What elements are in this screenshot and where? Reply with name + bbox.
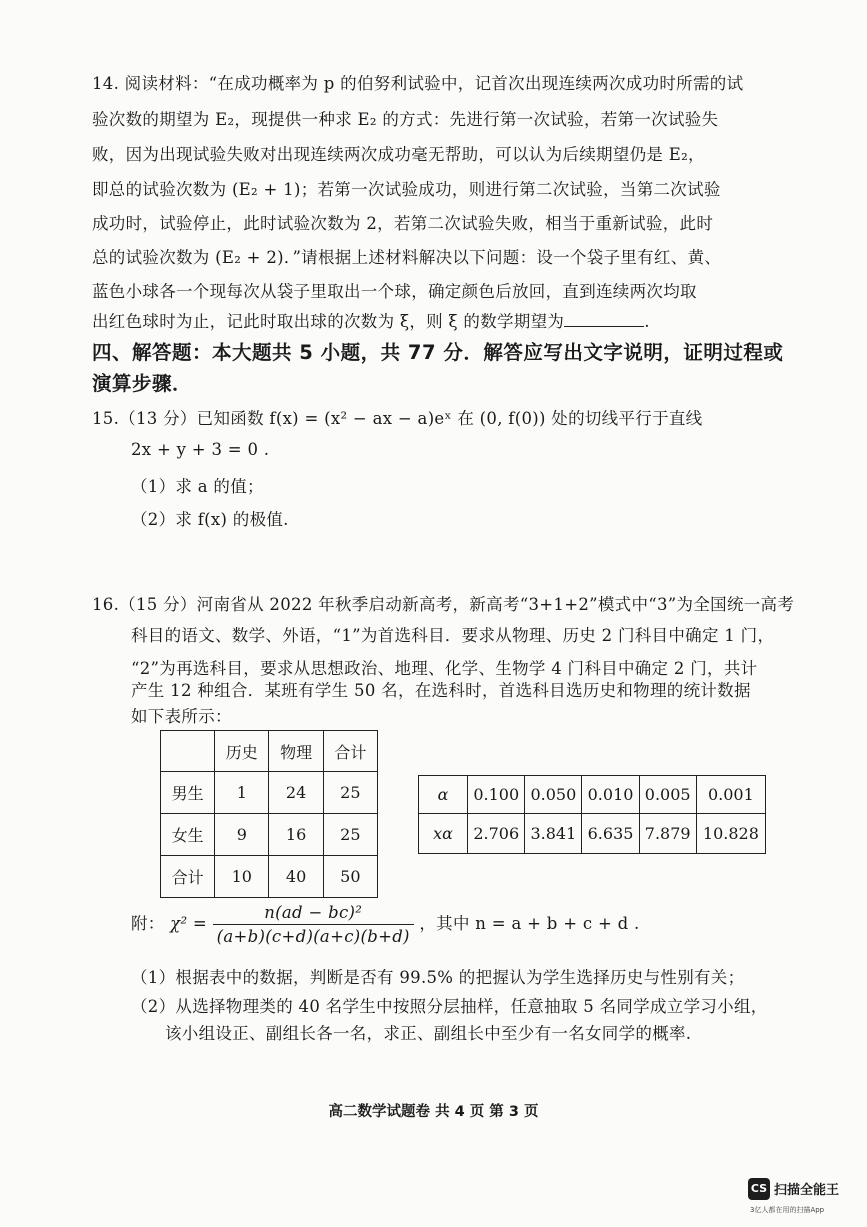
table-cell: 7.879 <box>639 814 696 854</box>
q14-line-3: 败，因为出现试验失败对出现连续两次成功毫无帮助，可以认为后续期望仍是 E₂， <box>92 145 705 164</box>
table-row <box>419 776 766 814</box>
table-cell: 1 <box>215 772 269 814</box>
section-heading-line-2: 演算步骤． <box>92 372 193 395</box>
q16-part-2-line-2: 该小组设正、副组长各一名，求正、副组长中至少有一名女同学的概率. <box>165 1024 692 1043</box>
table-row <box>161 814 378 856</box>
table-header-history: 历史 <box>215 731 269 772</box>
q14-line-4: 即总的试验次数为 (E₂ + 1)；若第一次试验成功，则进行第二次试验，当第二次试验 <box>92 180 721 199</box>
q14-line-1: 14. 阅读材料：“在成功概率为 p 的伯努利试验中，记首次出现连续两次成功时所需的试 <box>92 74 744 93</box>
table-cell: 0.001 <box>696 776 765 814</box>
table-row <box>161 772 378 814</box>
q14-line-8 <box>92 308 650 332</box>
page-footer: 高二数学试题卷 共 4 页 第 3 页 <box>328 1104 539 1120</box>
q15-line-1: 15.（13 分）已知函数 f(x) = (x² − ax − a)eˣ 在 (0, f(0)) 处的切线平行于直线 <box>92 409 703 428</box>
table-header-physics: 物理 <box>269 731 323 772</box>
table-cell: xα <box>419 814 468 854</box>
formula-denominator: (a+b)(c+d)(a+c)(b+d) <box>216 927 410 946</box>
q14-line-2: 验次数的期望为 E₂，现提供一种求 E₂ 的方式：先进行第一次试验，若第一次试验失 <box>92 110 719 129</box>
table-cell: 16 <box>269 814 323 856</box>
table-cell: 男生 <box>161 772 215 814</box>
table-header-total: 合计 <box>323 731 377 772</box>
q16-line-2: 科目的语文、数学、外语，“1”为首选科目．要求从物理、历史 2 门科目中确定 1 门， <box>131 626 775 645</box>
table-cell: 6.635 <box>582 814 639 854</box>
table-cell: 40 <box>269 856 323 898</box>
critical-value-table <box>418 775 766 854</box>
table-cell <box>161 731 215 772</box>
q16-line-1: 16.（15 分）河南省从 2022 年秋季启动新高考，新高考“3+1+2”模式中“3”为全国统一高考 <box>92 595 795 614</box>
table-cell: 女生 <box>161 814 215 856</box>
table-cell: 3.841 <box>525 814 582 854</box>
table-cell: 24 <box>269 772 323 814</box>
contingency-table <box>160 730 378 898</box>
table-cell: 10 <box>215 856 269 898</box>
q16-line-3: “2”为再选科目，要求从思想政治、地理、化学、生物学 4 门科目中确定 2 门，共计 <box>131 659 758 678</box>
table-row <box>161 856 378 898</box>
formula-fraction <box>213 903 414 946</box>
q16-line-4: 产生 12 种组合．某班有学生 50 名，在选科时，首选科目选历史和物理的统计数据 <box>131 681 751 700</box>
table-cell: 10.828 <box>696 814 765 854</box>
table-header-row <box>161 731 378 772</box>
table-row <box>419 814 766 854</box>
q16-line-5: 如下表所示： <box>131 707 232 726</box>
table-cell: 0.050 <box>525 776 582 814</box>
q14-line-7: 蓝色小球各一个现每次从袋子里取出一个球，确定颜色后放回，直到连续两次均取 <box>92 282 697 301</box>
formula-prefix: 附： <box>131 914 165 933</box>
section-heading-line-1: 四、解答题：本大题共 5 小题，共 77 分．解答应写出文字说明，证明过程或 <box>92 341 784 364</box>
q15-part-1: （1）求 a 的值； <box>131 477 264 496</box>
formula-numerator: n(ad − bc)² <box>213 903 414 925</box>
q14-line-6: 总的试验次数为 (E₂ + 2)．”请根据上述材料解决以下问题：设一个袋子里有红、黄、 <box>92 248 722 267</box>
q16-part-1: （1）根据表中的数据，判断是否有 99.5% 的把握认为学生选择历史与性别有关； <box>131 968 745 987</box>
formula-suffix: ，其中 n = a + b + c + d . <box>419 914 640 933</box>
scanner-app-icon: CS <box>748 1178 770 1200</box>
scanner-app-name: 扫描全能王 <box>774 1183 840 1198</box>
q14-line-8-text: 出红色球时为止，记此时取出球的次数为 ξ，则 ξ 的数学期望为 <box>92 312 565 331</box>
table-cell: 50 <box>323 856 377 898</box>
chi-square-formula <box>131 903 640 946</box>
table-cell: 0.005 <box>639 776 696 814</box>
q15-line-2: 2x + y + 3 = 0 . <box>131 440 270 459</box>
table-cell: 合计 <box>161 856 215 898</box>
q16-part-2-line-1: （2）从选择物理类的 40 名学生中按照分层抽样，任意抽取 5 名同学成立学习小组， <box>131 997 768 1016</box>
table-cell: 2.706 <box>468 814 525 854</box>
table-cell: 25 <box>323 814 377 856</box>
table-cell: 0.010 <box>582 776 639 814</box>
q15-part-2: （2）求 f(x) 的极值. <box>131 510 289 529</box>
scanner-app-slogan: 3亿人都在用的扫描App <box>750 1206 825 1214</box>
table-cell: 25 <box>323 772 377 814</box>
table-cell: α <box>419 776 468 814</box>
q14-tail: . <box>644 312 650 331</box>
formula-lhs: χ² = <box>170 914 208 933</box>
q14-line-5: 成功时，试验停止，此时试验次数为 2，若第二次试验失败，相当于重新试验，此时 <box>92 214 714 233</box>
table-cell: 9 <box>215 814 269 856</box>
answer-blank <box>564 312 644 327</box>
table-cell: 0.100 <box>468 776 525 814</box>
